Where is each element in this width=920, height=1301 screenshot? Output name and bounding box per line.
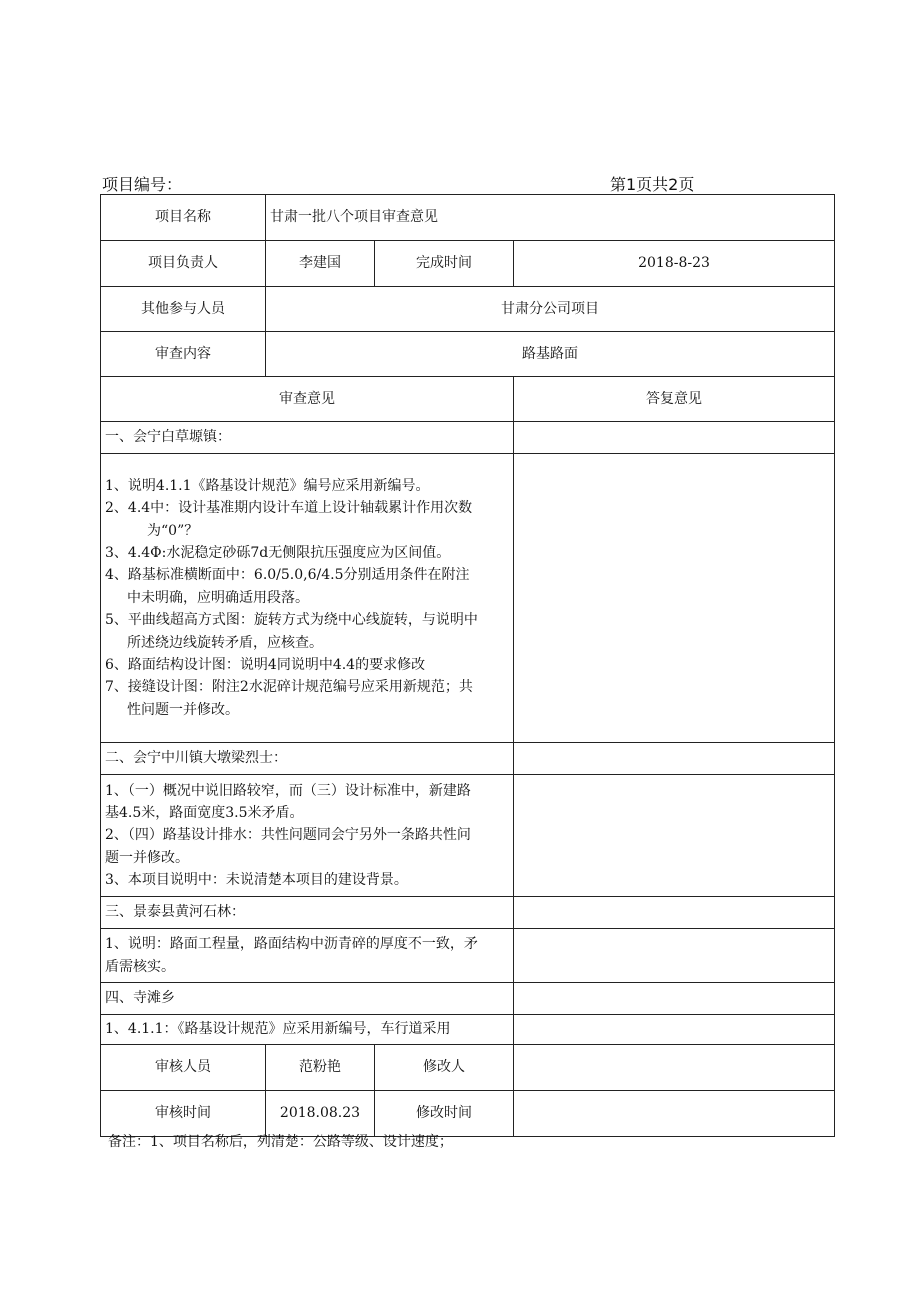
list-item: 7、接缝设计图：附注2水泥碎计规范编号应采用新规范；共 <box>105 679 473 696</box>
project-number-label: 项目编号： <box>102 175 183 194</box>
review-opinion-header: 审查意见 <box>101 377 514 422</box>
list-item: 1、4.1.1：《路基设计规范》应采用新编号，车行道采用 <box>105 1021 451 1038</box>
list-item: 2、（四）路基设计排水：共性问题同会宁另外一条路共性问 <box>105 827 471 844</box>
row-leader <box>101 241 835 287</box>
finish-time-value: 2018-8-23 <box>514 241 835 287</box>
participants-value: 甘肃分公司项目 <box>266 287 835 332</box>
remark-note: 备注：1、项目名称后，列清楚：公路等级、设计速度； <box>108 1134 453 1150</box>
modifier-label: 修改人 <box>375 1045 514 1091</box>
review-time-value: 2018.08.23 <box>266 1091 375 1137</box>
section-title-row <box>101 897 835 929</box>
list-item: 2、4.4中：设计基准期内设计车道上设计轴载累计作用次数 <box>105 500 473 517</box>
list-item-continued: 为“0”？ <box>147 522 199 539</box>
modify-time-label: 修改时间 <box>375 1091 514 1137</box>
project-name-label: 项目名称 <box>101 195 266 241</box>
section-body-row <box>101 1015 835 1045</box>
list-item: 1、说明：路面工程量，路面结构中沥青碎的厚度不一致，矛 <box>105 936 478 953</box>
section-title-row <box>101 422 835 454</box>
section-body-row <box>101 929 835 983</box>
list-item: 基4.5米，路面宽度3.5米矛盾。 <box>105 804 304 821</box>
page-indicator: 第1页共2页 <box>610 175 695 194</box>
reviewer-label: 审核人员 <box>101 1045 266 1091</box>
review-content-value: 路基路面 <box>266 332 835 377</box>
list-item: 盾需核实。 <box>105 958 175 975</box>
reply-cell[interactable] <box>514 775 835 897</box>
section-body-row <box>101 454 835 743</box>
reviewer-value: 范粉艳 <box>266 1045 375 1091</box>
row-review-content <box>101 332 835 377</box>
list-item: 4、路基标准横断面中：6.0/5.0,6/4.5分别适用条件在附注 <box>105 567 470 584</box>
section-body <box>101 775 514 897</box>
list-item: 1、（一）概况中说旧路较窄，而（三）设计标准中，新建路 <box>105 782 471 799</box>
review-content-label: 审查内容 <box>101 332 266 377</box>
list-item-continued: 性问题一并修改。 <box>127 701 239 718</box>
review-time-label: 审核时间 <box>101 1091 266 1137</box>
modifier-value[interactable] <box>514 1045 835 1091</box>
reply-opinion-header: 答复意见 <box>514 377 835 422</box>
section-title: 二、会宁中川镇大墩梁烈士： <box>101 743 514 775</box>
section-title: 一、会宁白草塬镇： <box>101 422 514 454</box>
finish-time-label: 完成时间 <box>375 241 514 287</box>
list-item: 3、本项目说明中：未说清楚本项目的建设背景。 <box>105 872 408 889</box>
review-form-table <box>100 194 835 1137</box>
section-body-row <box>101 775 835 897</box>
leader-label: 项目负责人 <box>101 241 266 287</box>
row-column-headers <box>101 377 835 422</box>
row-reviewer <box>101 1045 835 1091</box>
reply-cell[interactable] <box>514 1015 835 1045</box>
section-title: 四、寺滩乡 <box>101 983 514 1015</box>
section-title-row <box>101 983 835 1015</box>
section-body <box>101 929 514 983</box>
reply-cell[interactable] <box>514 929 835 983</box>
list-item: 3、4.4Φ:水泥稳定砂砾7d无侧限抗压强度应为区间值。 <box>105 545 451 562</box>
list-item: 1、说明4.1.1《路基设计规范》编号应采用新编号。 <box>105 477 430 494</box>
section-body <box>101 1015 514 1045</box>
reply-cell[interactable] <box>514 422 835 454</box>
reply-cell[interactable] <box>514 454 835 743</box>
section-title-row <box>101 743 835 775</box>
list-item: 6、路面结构设计图：说明4同说明中4.4的要求修改 <box>105 656 426 673</box>
reply-cell[interactable] <box>514 743 835 775</box>
section-body <box>101 454 514 743</box>
participants-label: 其他参与人员 <box>101 287 266 332</box>
modify-time-value[interactable] <box>514 1091 835 1137</box>
row-project-name <box>101 195 835 241</box>
project-name-value: 甘肃一批八个项目审查意见 <box>266 195 835 241</box>
reply-cell[interactable] <box>514 983 835 1015</box>
row-review-time <box>101 1091 835 1137</box>
leader-value: 李建国 <box>266 241 375 287</box>
section-title: 三、景泰县黄河石林： <box>101 897 514 929</box>
reply-cell[interactable] <box>514 897 835 929</box>
row-participants <box>101 287 835 332</box>
list-item: 5、平曲线超高方式图：旋转方式为绕中心线旋转，与说明中 <box>105 612 478 629</box>
list-item: 题一并修改。 <box>105 849 189 866</box>
list-item-continued: 中未明确，应明确适用段落。 <box>127 589 309 606</box>
list-item-continued: 所述绕边线旋转矛盾，应核查。 <box>127 634 323 651</box>
